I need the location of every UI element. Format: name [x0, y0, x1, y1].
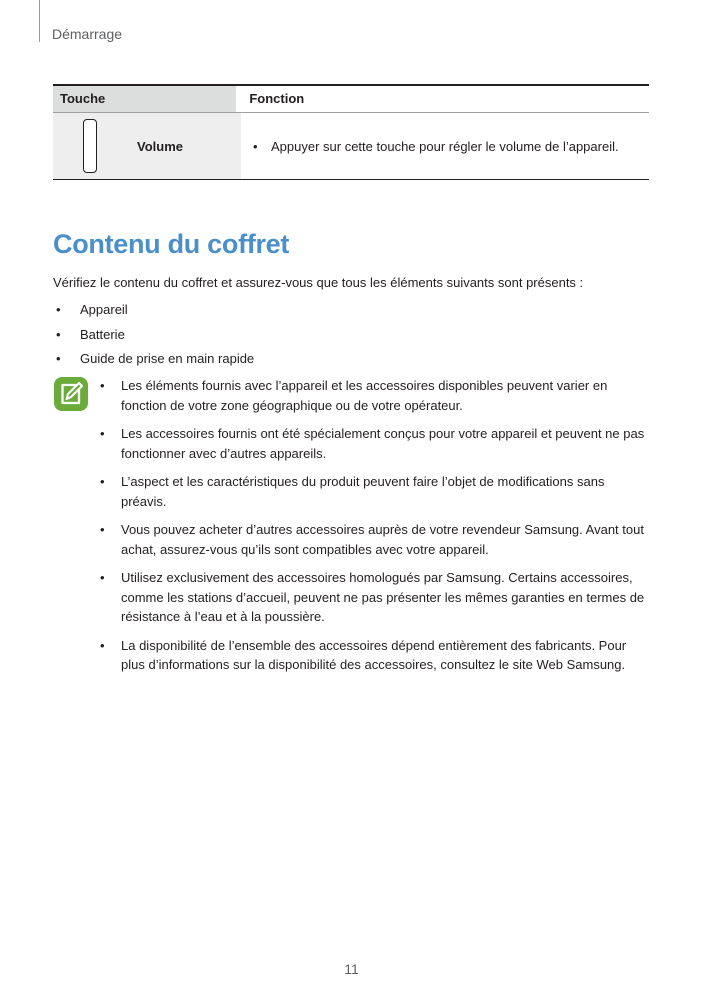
note-item [100, 568, 645, 627]
intro-text: Vérifiez le contenu du coffret et assurez-vous que tous les éléments suivants sont présents : [53, 275, 584, 290]
note-item [100, 424, 645, 463]
note-text: La disponibilité de l’ensemble des accessoires dépend entièrement des fabricants. Pour plus d’informations sur la disponibilité des accessoires, consultez le site Web Samsung. [121, 637, 627, 672]
bullet: • [100, 522, 105, 537]
notes-list [100, 376, 645, 684]
note-text: L’aspect et les caractéristiques du produit peuvent faire l’objet de modifications sans préavis. [121, 474, 605, 509]
list-item [56, 349, 636, 374]
note-text: Les accessoires fournis ont été spécialement conçus pour votre appareil et peuvent ne pas fonctionner avec d’autres appareils. [121, 426, 645, 461]
bullet: • [100, 426, 105, 441]
device-side-icon [83, 119, 97, 173]
note-item [100, 472, 645, 511]
list-item-label: Guide de prise en main rapide [80, 351, 255, 366]
note-item [100, 520, 645, 559]
page-number: 11 [344, 961, 359, 977]
list-item [56, 325, 636, 350]
column-header-key: Touche [60, 90, 106, 106]
header-section-title: Démarrage [52, 26, 123, 42]
list-item [56, 300, 636, 325]
note-text: Vous pouvez acheter d’autres accessoires auprès de votre revendeur Samsung. Avant tout achat, assurez-vous qu’ils sont compatibles avec votre appareil. [121, 522, 644, 557]
note-item [100, 376, 645, 415]
bullet: • [100, 637, 105, 653]
note-text: Les éléments fournis avec l’appareil et les accessoires disponibles peuvent varier en fonction de votre zone géographique ou de votre opérateur. [121, 378, 608, 413]
note-item [100, 636, 645, 675]
list-item-label: Batterie [80, 326, 125, 342]
bullet: • [56, 351, 61, 366]
key-function-table [53, 84, 649, 180]
header-rule [39, 0, 40, 42]
bullet: • [56, 326, 61, 342]
column-header-function: Fonction [236, 86, 649, 112]
bullet: • [100, 570, 105, 585]
note-pencil-icon [54, 377, 88, 411]
contents-list [56, 300, 636, 374]
table-row [53, 113, 649, 180]
key-cell [53, 113, 241, 179]
bullet: • [56, 302, 61, 317]
function-description: Appuyer sur cette touche pour régler le volume de l’appareil. [271, 138, 619, 154]
bullet: • [253, 138, 258, 154]
section-title: Contenu du coffret [53, 229, 290, 259]
bullet: • [100, 474, 105, 489]
key-name: Volume [137, 138, 183, 154]
note-text: Utilisez exclusivement des accessoires homologués par Samsung. Certains accessoires, comme les stations d’accueil, peuvent ne pas présenter les mêmes garanties en termes de résistance à l’eau et à la poussière. [121, 570, 645, 624]
list-item-label: Appareil [80, 302, 128, 317]
function-cell [241, 113, 649, 179]
table-header-row [53, 86, 649, 113]
bullet: • [100, 378, 105, 393]
